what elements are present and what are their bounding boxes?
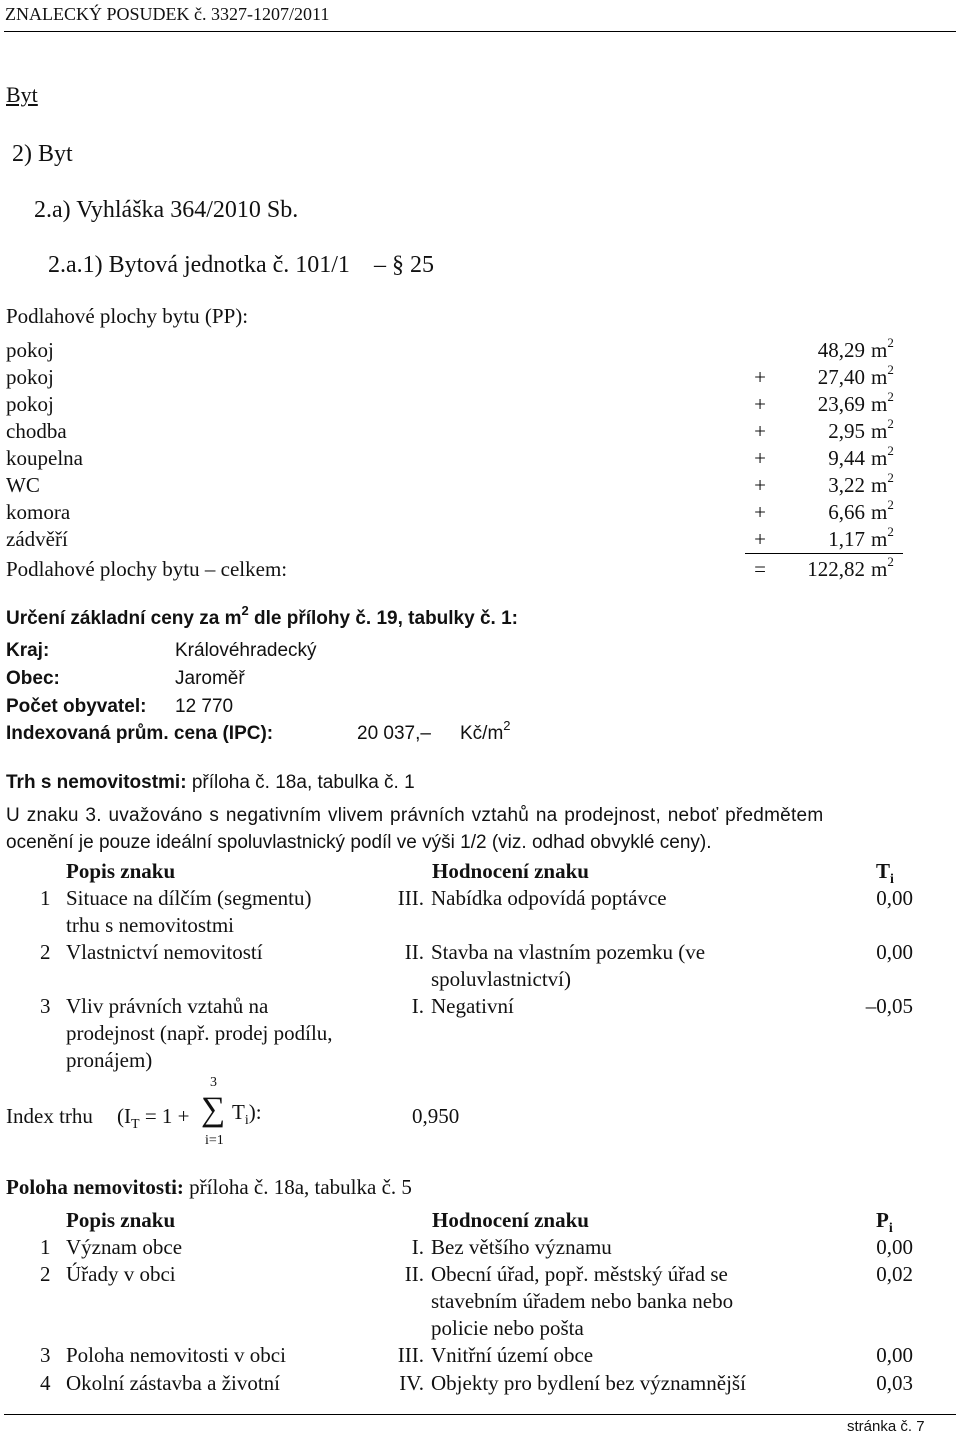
location-row-value: 0,00	[876, 1235, 913, 1259]
market-row-eval: spoluvlastnictví)	[431, 967, 571, 991]
location-row-roman: IV.	[399, 1371, 424, 1395]
location-row-eval: Objekty pro bydlení bez významnější	[431, 1371, 746, 1395]
room-area: 27,40	[817, 365, 865, 389]
location-row-eval: Bez většího významu	[431, 1235, 612, 1259]
room-area-unit: $m^2$	[871, 497, 894, 524]
sum-divider	[745, 553, 903, 554]
location-row-value: 0,00	[876, 1343, 913, 1367]
market-row-desc: prodejnost (např. prodej podílu,	[66, 1021, 333, 1045]
room-area-unit: $m^2$	[871, 443, 894, 470]
market-row-eval: Nabídka odpovídá poptávce	[431, 886, 667, 910]
room-area-unit: $m^2$	[871, 524, 894, 551]
floor-total-operator: =	[754, 557, 766, 581]
index-trhu-term: $T_i$):	[232, 1100, 262, 1129]
floor-total-unit: $m^2$	[871, 554, 894, 581]
obec-value: Jaroměř	[175, 668, 245, 689]
market-row-number: 2	[40, 940, 51, 964]
market-row-eval: Negativní	[431, 994, 514, 1018]
location-row-eval: Obecní úřad, popř. městský úřad se	[431, 1262, 728, 1286]
location-row-desc: Okolní zástavba a životní	[66, 1371, 281, 1395]
location-row-number: 2	[40, 1262, 51, 1286]
room-operator: +	[754, 365, 766, 389]
room-area-unit: $m^2$	[871, 416, 894, 443]
room-area-unit: $m^2$	[871, 335, 894, 362]
index-trhu-label: Index trhu	[6, 1104, 93, 1128]
obec-label: Obec:	[6, 668, 60, 689]
room-area-unit: $m^2$	[871, 389, 894, 416]
location-row-eval: Vnitřní území obce	[431, 1343, 594, 1367]
market-row-roman: I.	[411, 994, 424, 1018]
location-col-hodnoceni: Hodnocení znaku	[432, 1208, 589, 1232]
room-name: komora	[6, 500, 71, 524]
location-row-value: 0,03	[876, 1371, 913, 1395]
heading-unit-text: 2.a.1) Bytová jednotka č. 101/1	[48, 252, 350, 278]
room-name: koupelna	[6, 446, 83, 470]
kraj-value: Královéhradecký	[175, 640, 317, 661]
room-operator: +	[754, 392, 766, 416]
room-operator: +	[754, 473, 766, 497]
index-trhu-value: 0,950	[412, 1104, 460, 1128]
room-area: 1,17	[828, 527, 865, 551]
ipc-label: Indexovaná prům. cena (IPC):	[6, 723, 274, 744]
market-row-eval: Stavba na vlastním pozemku (ve	[431, 940, 706, 964]
room-operator: +	[754, 419, 766, 443]
market-row-desc: pronájem)	[66, 1048, 153, 1072]
location-heading: Poloha nemovitosti: příloha č. 18a, tabulka č. 5	[6, 1175, 412, 1199]
location-row-roman: II.	[404, 1262, 424, 1286]
ipc-value: 20 037,–	[357, 723, 431, 744]
index-trhu-lhs: ($I_T = 1$ +	[117, 1104, 190, 1133]
page-number: stránka č. 7	[847, 1418, 925, 1435]
room-operator: +	[754, 446, 766, 470]
room-area: 2,95	[828, 419, 865, 443]
room-area: 3,22	[828, 473, 865, 497]
location-row-number: 1	[40, 1235, 51, 1259]
room-area: 48,29	[817, 338, 865, 362]
room-operator: +	[754, 527, 766, 551]
heading-paragraph-ref: – § 25	[373, 252, 434, 278]
room-name: pokoj	[6, 365, 54, 389]
market-row-desc: Vlastnictví nemovitostí	[66, 940, 263, 964]
sum-upper-limit: 3	[210, 1075, 217, 1090]
location-row-eval: policie nebo pošta	[431, 1316, 584, 1340]
pocet-obyvatel-label: Počet obyvatel:	[6, 696, 147, 717]
market-row-value: 0,00	[876, 886, 913, 910]
floor-total-label: Podlahové plochy bytu – celkem:	[6, 557, 288, 581]
market-row-value: –0,05	[865, 994, 913, 1018]
market-note-line: ocenění je pouze ideální spoluvlastnický podíl ve výši 1/2 (viz. odhad obvyklé ceny).	[6, 832, 712, 853]
location-row-roman: III.	[397, 1343, 424, 1367]
market-row-desc: Vliv právních vztahů na	[66, 994, 269, 1018]
market-col-t: $T_i$	[876, 859, 894, 888]
location-row-number: 4	[40, 1371, 51, 1395]
sum-lower-limit: i=1	[205, 1133, 224, 1148]
location-row-number: 3	[40, 1343, 51, 1367]
ipc-unit: $Kč/m^2$	[460, 717, 511, 744]
pocet-obyvatel-value: 12 770	[175, 696, 234, 717]
market-row-number: 3	[40, 994, 51, 1018]
heading-vyhlaska: 2.a) Vyhláška 364/2010 Sb.	[34, 197, 299, 223]
market-col-popis: Popis znaku	[66, 859, 176, 883]
footer-rule	[4, 1414, 956, 1415]
room-operator: +	[754, 500, 766, 524]
floor-heading: Podlahové plochy bytu (PP):	[6, 304, 249, 328]
market-row-desc: Situace na dílčím (segmentu)	[66, 886, 312, 910]
location-row-eval: stavebním úřadem nebo banka nebo	[431, 1289, 734, 1313]
market-row-value: 0,00	[876, 940, 913, 964]
location-row-roman: I.	[411, 1235, 424, 1259]
room-name: pokoj	[6, 392, 54, 416]
location-col-popis: Popis znaku	[66, 1208, 176, 1232]
market-row-desc: trhu s nemovitostmi	[66, 913, 234, 937]
heading-bytova-jednotka	[48, 253, 434, 277]
room-name: pokoj	[6, 338, 54, 362]
section-link-byt[interactable]: Byt	[6, 82, 38, 107]
sum-sigma-symbol: ∑	[201, 1091, 226, 1128]
room-name: WC	[6, 473, 40, 497]
base-price-heading: Určení základní ceny za $m^2$ dle přílohy č. 19, tabulky č. 1:	[6, 602, 518, 629]
room-area: 6,66	[828, 500, 865, 524]
room-name: chodba	[6, 419, 67, 443]
market-note-line: U znaku 3. uvažováno s negativním vlivem právních vztahů na prodejnost, neboť předmětem	[6, 805, 824, 826]
room-name: zádvěří	[6, 527, 68, 551]
location-row-desc: Poloha nemovitosti v obci	[66, 1343, 286, 1367]
market-col-hodnoceni: Hodnocení znaku	[432, 859, 589, 883]
room-area: 23,69	[817, 392, 865, 416]
header-rule	[4, 31, 956, 32]
location-row-desc: Úřady v obci	[66, 1262, 176, 1286]
market-row-roman: II.	[404, 940, 424, 964]
room-area: 9,44	[828, 446, 865, 470]
location-col-p: $P_i$	[876, 1208, 893, 1237]
room-area-unit: $m^2$	[871, 470, 894, 497]
floor-total-value: 122,82	[807, 557, 865, 581]
location-row-value: 0,02	[876, 1262, 913, 1286]
market-row-number: 1	[40, 886, 51, 910]
room-area-unit: $m^2$	[871, 362, 894, 389]
document-header: ZNALECKÝ POSUDEK č. 3327-1207/2011	[5, 4, 330, 24]
location-row-desc: Význam obce	[66, 1235, 183, 1259]
heading-byt: 2) Byt	[12, 141, 73, 167]
market-row-roman: III.	[397, 886, 424, 910]
market-heading: Trh s nemovitostmi: příloha č. 18a, tabulka č. 1	[6, 772, 415, 793]
kraj-label: Kraj:	[6, 640, 50, 661]
